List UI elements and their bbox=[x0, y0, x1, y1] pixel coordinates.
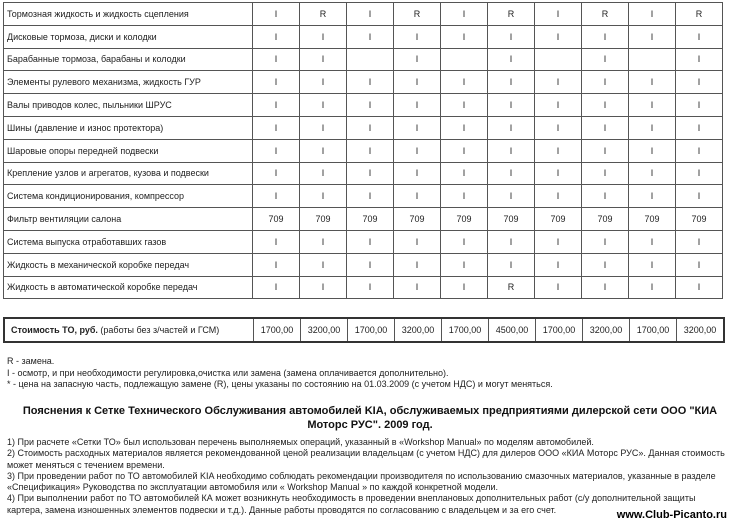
cost-value: 1700,00 bbox=[348, 318, 395, 342]
table-cell: I bbox=[582, 230, 629, 253]
table-cell: I bbox=[535, 116, 582, 139]
table-cell: I bbox=[488, 253, 535, 276]
table-cell: I bbox=[347, 25, 394, 48]
cost-value: 3200,00 bbox=[583, 318, 630, 342]
cost-value: 1700,00 bbox=[630, 318, 677, 342]
table-cell: I bbox=[347, 162, 394, 185]
table-row bbox=[4, 25, 723, 48]
table-cell: I bbox=[535, 185, 582, 208]
table-cell: 709 bbox=[441, 208, 488, 231]
table-cell: I bbox=[347, 116, 394, 139]
table-row bbox=[4, 48, 723, 71]
table-cell: I bbox=[300, 230, 347, 253]
table-cell: I bbox=[394, 139, 441, 162]
row-label: Фильтр вентиляции салона bbox=[4, 208, 253, 231]
table-cell: I bbox=[676, 48, 723, 71]
table-cell bbox=[535, 48, 582, 71]
table-cell: I bbox=[629, 139, 676, 162]
table-cell: I bbox=[441, 71, 488, 94]
table-cell: I bbox=[300, 276, 347, 299]
table-cell: I bbox=[535, 230, 582, 253]
table-cell: I bbox=[347, 3, 394, 26]
table-cell: I bbox=[347, 253, 394, 276]
table-cell: I bbox=[488, 185, 535, 208]
table-cell: 709 bbox=[676, 208, 723, 231]
cost-table bbox=[3, 317, 725, 343]
table-cell: I bbox=[582, 48, 629, 71]
table-row bbox=[4, 276, 723, 299]
table-cell: I bbox=[347, 185, 394, 208]
table-cell: I bbox=[441, 3, 488, 26]
row-label: Система кондиционирования, компрессор bbox=[4, 185, 253, 208]
row-label: Шаровые опоры передней подвески bbox=[4, 139, 253, 162]
table-cell: I bbox=[347, 139, 394, 162]
table-cell: I bbox=[629, 185, 676, 208]
table-cell bbox=[441, 48, 488, 71]
table-cell: I bbox=[253, 185, 300, 208]
table-cell: I bbox=[676, 94, 723, 117]
row-label: Дисковые тормоза, диски и колодки bbox=[4, 25, 253, 48]
table-cell: I bbox=[394, 116, 441, 139]
legend-price-note: * - цена на запасную часть, подлежащую замене (R), цены указаны по состоянию на 01.03.2009 (с учетом НДС) и могут меняться. bbox=[7, 379, 553, 389]
table-cell: R bbox=[300, 3, 347, 26]
table-cell: 709 bbox=[629, 208, 676, 231]
table-cell: I bbox=[582, 162, 629, 185]
row-label: Шины (давление и износ протектора) bbox=[4, 116, 253, 139]
table-cell: I bbox=[582, 185, 629, 208]
row-label: Элементы рулевого механизма, жидкость ГУР bbox=[4, 71, 253, 94]
table-cell: I bbox=[300, 253, 347, 276]
row-label: Крепление узлов и агрегатов, кузова и подвески bbox=[4, 162, 253, 185]
table-cell: I bbox=[394, 185, 441, 208]
table-cell: R bbox=[676, 3, 723, 26]
table-cell: I bbox=[347, 230, 394, 253]
note-4: 4) При выполнении работ по ТО автомобилей КА может возникнуть необходимость в проведении внеплановых дополнительных работ (с/у дополнительной защиты картера, замена изношенных элементов подвески и т.д.). Данные работы проводятся по согласованию с владельцем и за его счет. bbox=[7, 493, 696, 515]
table-cell: I bbox=[300, 139, 347, 162]
table-cell: I bbox=[300, 185, 347, 208]
table-cell: I bbox=[300, 71, 347, 94]
table-cell: I bbox=[488, 94, 535, 117]
table-cell: I bbox=[300, 94, 347, 117]
cost-value: 1700,00 bbox=[536, 318, 583, 342]
cost-value: 4500,00 bbox=[489, 318, 536, 342]
row-label: Валы приводов колес, пыльники ШРУС bbox=[4, 94, 253, 117]
table-cell: R bbox=[582, 3, 629, 26]
table-cell: I bbox=[629, 230, 676, 253]
table-cell: I bbox=[253, 25, 300, 48]
table-cell: I bbox=[394, 94, 441, 117]
table-cell: R bbox=[488, 3, 535, 26]
table-cell: 709 bbox=[535, 208, 582, 231]
cost-value: 3200,00 bbox=[677, 318, 725, 342]
row-label: Жидкость в механической коробке передач bbox=[4, 253, 253, 276]
table-cell: I bbox=[441, 185, 488, 208]
table-cell: I bbox=[676, 230, 723, 253]
table-cell: I bbox=[676, 276, 723, 299]
table-cell: I bbox=[441, 230, 488, 253]
table-cell: I bbox=[300, 162, 347, 185]
table-cell: I bbox=[535, 253, 582, 276]
table-cell: I bbox=[582, 71, 629, 94]
maintenance-table bbox=[3, 2, 723, 299]
table-row bbox=[4, 71, 723, 94]
explanations-heading: Пояснения к Сетке Технического Обслуживания автомобилей KIA, обслуживаемых предприятиями дилерской сети ООО "КИА Моторс РУС". 2009 год. bbox=[22, 405, 718, 431]
table-cell: I bbox=[629, 253, 676, 276]
table-cell: I bbox=[582, 94, 629, 117]
table-cell: I bbox=[394, 276, 441, 299]
table-cell: I bbox=[394, 48, 441, 71]
note-2: 2) Стоимость расходных материалов является рекомендованной ценой реализации владельцам (с учетом НДС) для дилеров ООО «КИА Моторс РУС». Данная стоимость может меняться с течением времени. bbox=[7, 448, 725, 470]
table-cell: I bbox=[300, 116, 347, 139]
table-cell: I bbox=[253, 162, 300, 185]
table-cell bbox=[347, 48, 394, 71]
legend-replace: R - замена. bbox=[7, 356, 55, 366]
cost-value: 1700,00 bbox=[442, 318, 489, 342]
table-row bbox=[4, 94, 723, 117]
row-label: Барабанные тормоза, барабаны и колодки bbox=[4, 48, 253, 71]
row-label: Тормозная жидкость и жидкость сцепления bbox=[4, 3, 253, 26]
table-cell: I bbox=[488, 162, 535, 185]
table-cell: I bbox=[488, 116, 535, 139]
table-cell: I bbox=[535, 162, 582, 185]
table-cell: I bbox=[535, 276, 582, 299]
table-cell: I bbox=[676, 162, 723, 185]
table-cell: I bbox=[629, 94, 676, 117]
table-cell: I bbox=[253, 71, 300, 94]
table-row bbox=[4, 185, 723, 208]
table-cell: 709 bbox=[347, 208, 394, 231]
table-cell: I bbox=[488, 71, 535, 94]
table-cell: I bbox=[629, 3, 676, 26]
table-cell: I bbox=[253, 3, 300, 26]
table-row bbox=[4, 116, 723, 139]
table-cell: I bbox=[441, 139, 488, 162]
table-cell: I bbox=[394, 253, 441, 276]
table-cell: I bbox=[441, 25, 488, 48]
cost-value: 1700,00 bbox=[254, 318, 301, 342]
table-cell: I bbox=[253, 48, 300, 71]
table-cell: I bbox=[629, 162, 676, 185]
table-cell: I bbox=[629, 116, 676, 139]
table-cell: I bbox=[441, 276, 488, 299]
table-row bbox=[4, 208, 723, 231]
legend-inspect: I - осмотр, и при необходимости регулировка,очистка или замена (замена оплачивается дополнительно). bbox=[7, 367, 449, 378]
table-cell: I bbox=[488, 139, 535, 162]
table-cell: I bbox=[629, 276, 676, 299]
table-cell: I bbox=[582, 25, 629, 48]
note-1: 1) При расчете «Сетки ТО» был использован перечень выполняемых операций, указанный в «Workshop Manual» по моделям автомобилей. bbox=[7, 437, 594, 447]
table-cell: I bbox=[394, 230, 441, 253]
notes bbox=[7, 437, 729, 516]
table-row bbox=[4, 3, 723, 26]
table-cell: I bbox=[535, 71, 582, 94]
table-cell: I bbox=[535, 25, 582, 48]
row-label: Система выпуска отработавших газов bbox=[4, 230, 253, 253]
table-cell: I bbox=[488, 25, 535, 48]
table-cell: 709 bbox=[253, 208, 300, 231]
table-cell: I bbox=[347, 71, 394, 94]
legend bbox=[7, 356, 553, 391]
table-cell: R bbox=[394, 3, 441, 26]
table-cell: I bbox=[535, 3, 582, 26]
table-cell: I bbox=[394, 25, 441, 48]
table-cell: R bbox=[488, 276, 535, 299]
table-cell: I bbox=[300, 48, 347, 71]
table-row bbox=[4, 162, 723, 185]
table-cell: 709 bbox=[488, 208, 535, 231]
table-row bbox=[4, 230, 723, 253]
table-cell: 709 bbox=[300, 208, 347, 231]
table-cell: I bbox=[253, 116, 300, 139]
table-cell bbox=[629, 48, 676, 71]
table-cell: I bbox=[347, 94, 394, 117]
table-cell: I bbox=[676, 253, 723, 276]
cost-value: 3200,00 bbox=[395, 318, 442, 342]
table-cell: I bbox=[253, 230, 300, 253]
table-cell: I bbox=[629, 71, 676, 94]
table-cell: I bbox=[347, 276, 394, 299]
table-row bbox=[4, 139, 723, 162]
table-row bbox=[4, 253, 723, 276]
table-cell: I bbox=[488, 230, 535, 253]
table-cell: I bbox=[253, 276, 300, 299]
table-cell: I bbox=[582, 139, 629, 162]
table-cell: 709 bbox=[582, 208, 629, 231]
table-cell: I bbox=[676, 71, 723, 94]
cost-label: Стоимость ТО, руб. (работы без з/частей и ГСМ) bbox=[4, 318, 254, 342]
cost-value: 3200,00 bbox=[301, 318, 348, 342]
table-cell: I bbox=[488, 48, 535, 71]
table-cell: I bbox=[394, 162, 441, 185]
cost-row bbox=[4, 318, 724, 342]
site-watermark: www.Club-Picanto.ru bbox=[616, 509, 727, 521]
table-cell: I bbox=[676, 25, 723, 48]
table-cell: I bbox=[441, 94, 488, 117]
table-cell: I bbox=[535, 94, 582, 117]
table-cell: I bbox=[582, 253, 629, 276]
table-cell: I bbox=[535, 139, 582, 162]
table-cell: I bbox=[441, 162, 488, 185]
table-cell: I bbox=[582, 116, 629, 139]
table-cell: I bbox=[253, 253, 300, 276]
table-cell: I bbox=[253, 139, 300, 162]
table-cell: I bbox=[629, 25, 676, 48]
table-cell: I bbox=[441, 116, 488, 139]
note-3: 3) При проведении работ по ТО автомобилей KIA необходимо соблюдать рекомендации производителя по использованию смазочных материалов, указанные в разделе «Спецификация» Руководства по эксплуатации автомобиля или « Workshop Manual » по каждой конкретной модели. bbox=[7, 470, 716, 493]
table-cell: I bbox=[582, 276, 629, 299]
table-cell: I bbox=[676, 116, 723, 139]
table-cell: I bbox=[300, 25, 347, 48]
table-cell: I bbox=[676, 139, 723, 162]
table-cell: 709 bbox=[394, 208, 441, 231]
table-cell: I bbox=[253, 94, 300, 117]
row-label: Жидкость в автоматической коробке передач bbox=[4, 276, 253, 299]
table-cell: I bbox=[394, 71, 441, 94]
table-cell: I bbox=[441, 253, 488, 276]
table-cell: I bbox=[676, 185, 723, 208]
